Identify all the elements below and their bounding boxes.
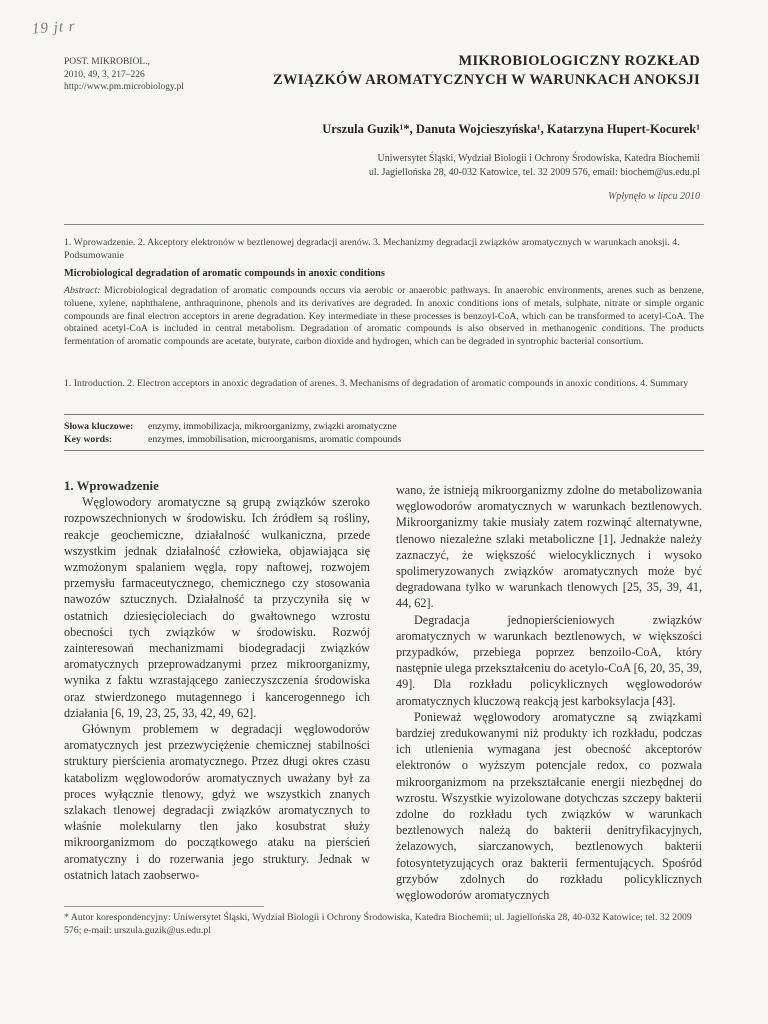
abstract-text: Microbiological degradation of aromatic compounds occurs via aerobic or anaerobic pathways. In anaerobic environments, arenes such as benzene, toluene, xylene, naphthalene, anthraquinone, phenols and its derivatives are degraded. In anoxic conditions ions of metals, sulphate, nitrate or simple organic compounds are final electron acceptors in arene degradation. Key intermediate in these processes is benzoyl-CoA, which can be transformed to acetyl-CoA. The obtained acetyl-CoA is included in central metabolism. Degradation of aromatic compounds is also observed in methanogenic conditions. The products fermentation of aromatic compounds are acetate, butyrate, carbon dioxide and hydrogen, which can be degraded in syntrophic bacterial consortium. <box>64 285 704 348</box>
paragraph: wano, że istnieją mikroorganizmy zdolne do metabolizowania węglowodorów aromatycznych w warunkach beztlenowych. Mikroorganizmy takie musiały zatem rozwinąć alternatywne, tlenowo niezależne szlaki metaboliczne [1]. Jednakże należy zaznaczyć, że większość wielocyklicznych i wysoko spolimeryzowanych związków aromatycznych może być degradowana tylko w warunkach tlenowych [25, 35, 39, 41, 44, 62]. <box>396 483 702 611</box>
keywords-top-divider <box>64 414 704 415</box>
keywords-english-value: enzymes, immobilisation, microorganisms, aromatic compounds <box>148 434 402 445</box>
keywords-english <box>64 434 401 445</box>
affiliation-line-1: Uniwersytet Śląski, Wydział Biologii i Ochrony Środowiska, Katedra Biochemii <box>377 153 700 164</box>
keywords-english-label: Key words: <box>64 434 113 445</box>
paragraph: Węglowodory aromatyczne są grupą związków szeroko rozpowszechnionych w środowisku. Ich źródłem są rośliny, reakcje geochemiczne, działalność wulkaniczna, przede wszystkim jednak działalność człowieka, objawiająca się wzmożonym spalaniem węgla, ropy naftowej, rozwojem przemysłu farmaceutycznego, chemicznego czy stosowania nawozów sztucznych. Działalność ta przyczyniła się w ostatnich dziesięcioleciach do gwałtownego wzrostu obecności tych związków w środowisku. Rozwój zainteresowań mechanizmami biodegradacji związków aromatycznych przeprowadzanymi przez mikroorganizmy, wynika z faktu wzrastającego zanieczyszczenia środowiska oraz stwierdzonego mutagennego i kancerogennego ich działania [6, 19, 23, 25, 33, 42, 49, 62]. <box>64 495 370 720</box>
keywords-polish-value: enzymy, immobilizacja, mikroorganizmy, związki aromatyczne <box>148 421 397 432</box>
affiliation-line-2: ul. Jagiellońska 28, 40-032 Katowice, tel. 32 2009 576, email: biochem@us.edu.pl <box>368 166 700 178</box>
keywords-polish <box>64 421 397 432</box>
authors: Urszula Guzik¹*, Danuta Wojcieszyńska¹, Katarzyna Hupert-Kocurek¹ <box>322 122 700 136</box>
received-date: Wpłynęło w lipcu 2010 <box>608 191 700 202</box>
top-divider <box>64 224 704 225</box>
paragraph: Ponieważ węglowodory aromatyczne są związkami bardziej zredukowanymi niż produkty ich rozkładu, podczas ich utlenienia wymagana jest obecność akceptorów elektronów o wyższym potencjale redox, co pozwala mikroorganizmom na przekształcanie energii niezbędnej do wzrostu. Wszystkie wyizolowane dotychczas szczepy bakterii zdolne do rozkładu tych związków w warunkach beztlenowych należą do bakterii denitryfikacyjnych, żelazowych, siarczanowych, beztlenowych bakterii fotosyntetyzujących oraz bakterii fermentujących. Spośród grzybów zdolnych do rozkładu policyklicznych węglowodorów aromatycznych <box>396 709 702 903</box>
footnote: * Autor korespondencyjny: Uniwersytet Śląski, Wydział Biologii i Ochrony Środowiska, Katedra Biochemii; ul. Jagiellońska 28, 40-032 Katowice; tel. 32 2009 576; e-mail: urszula.guzik@us.edu.pl <box>64 912 692 936</box>
title-line-1: MIKROBIOLOGICZNY ROZKŁAD <box>458 53 700 69</box>
section-heading: 1. Wprowadzenie <box>64 479 159 493</box>
title-line-2: ZWIĄZKÓW AROMATYCZNYCH W WARUNKACH ANOKSJI <box>273 72 700 88</box>
journal-url: http://www.pm.microbiology.pl <box>64 82 184 92</box>
handwritten-note: 19 jt r <box>31 18 77 38</box>
keywords-bottom-divider <box>64 450 704 451</box>
article-title <box>230 52 700 90</box>
journal-name: POST. MIKROBIOL., <box>64 57 150 67</box>
paragraph: Degradacja jednopierścieniowych związków aromatycznych w warunkach beztlenowych, w większości przypadków, przebiega poprzez benzoilo-CoA, który następnie ulega przekształceniu do acetylo-CoA [6, 20, 35, 39, 49]. Dla rozkładu policyklicznych węglowodorów aromatycznych kluczową reakcją jest karboksylacja [43]. <box>396 612 702 708</box>
affiliation <box>260 152 700 179</box>
column-right <box>396 482 702 903</box>
english-title: Microbiological degradation of aromatic compounds in anoxic conditions <box>64 268 385 279</box>
contents-english: 1. Introduction. 2. Electron acceptors in anoxic degradation of arenes. 3. Mechanisms of degradation of aromatic compounds in anoxic conditions. 4. Summary <box>64 378 689 389</box>
journal-issue: 2010, 49, 3, 217–226 <box>64 69 145 80</box>
keywords-polish-label: Słowa kluczowe: <box>64 421 134 432</box>
footnote-divider <box>64 906 264 907</box>
column-left <box>64 478 370 883</box>
contents-polish: 1. Wprowadzenie. 2. Akceptory elektronów w beztlenowej degradacji arenów. 3. Mechanizmy degradacji związków aromatycznych w warunkach anoksji. 4. Podsumowanie <box>64 237 680 261</box>
abstract <box>64 285 704 349</box>
paragraph: Głównym problemem w degradacji węglowodorów aromatycznych jest przezwyciężenie chemicznej stabilności struktury pierścienia aromatycznego. Przez długi okres czasu katabolizm węglowodorów aromatycznych uważany był za proces wyłącznie tlenowy, gdyż we wszystkich znanych szlakach tlenowej degradacji związków aromatycznych to właśnie molekularny tlen jako kosubstrat służy mikroorganizmom do początkowego ataku na pierścień aromatyczny i do rozerwania jego struktury. Jednak w ostatnich latach zaobserwo- <box>64 722 370 882</box>
abstract-label: Abstract: <box>64 285 101 296</box>
